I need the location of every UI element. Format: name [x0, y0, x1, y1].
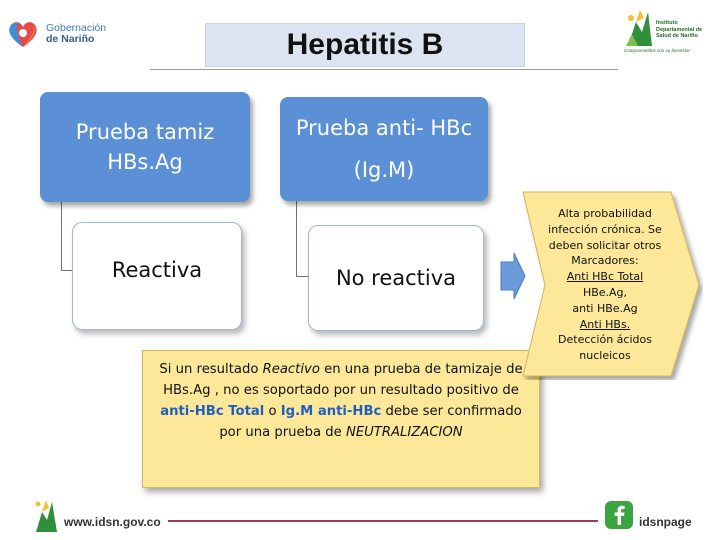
col1-header-box — [40, 92, 250, 202]
col1-result-label: Reactiva — [111, 258, 203, 282]
note-neutralizacion: NEUTRALIZACION — [345, 425, 463, 440]
gobernacion-logo-text — [46, 23, 106, 45]
gobernacion-logo — [6, 14, 116, 54]
note-text-7: debe ser confirmado por una prueba de — [219, 404, 522, 440]
note-text-3: en una prueba de tamizaje de HBs.Ag , no es soportado por un resultado positivo de — [163, 362, 523, 398]
idsn-logo — [622, 8, 712, 66]
footer-social-handle[interactable]: idsnpage — [639, 515, 692, 529]
page-title: Hepatitis B — [286, 28, 444, 61]
title-banner — [205, 23, 525, 67]
col1-header-label: Prueba tamiz HBs.Ag — [75, 120, 215, 174]
facebook-icon[interactable] — [604, 500, 634, 530]
callout-line5: Anti HBs. — [579, 317, 631, 331]
note-text-1: Si un resultado — [159, 362, 263, 377]
footer-website-link[interactable]: www.idsn.gov.co — [64, 515, 161, 529]
footer-idsn-icon — [32, 494, 62, 534]
col2-header-line2: (Ig.M) — [353, 158, 415, 182]
footer-divider — [168, 520, 598, 522]
note-anti-hbc-total: anti-HBc Total — [160, 404, 265, 419]
callout-text — [535, 206, 675, 364]
note-text-5: o — [264, 404, 281, 419]
idsn-logo-motto: Comprometidos con su bienestar — [624, 48, 691, 53]
org-left-line1: Gobernación — [46, 22, 107, 34]
col2-header-box — [280, 97, 488, 201]
note-reactivo: Reactivo — [262, 362, 320, 377]
idsn-logo-text: Instituto Departamental de Salud de Nariño — [656, 20, 703, 39]
col2-header-line1: Prueba anti- HBc — [295, 116, 473, 140]
col2-header-label — [284, 107, 484, 191]
col2-result-label: No reactiva — [335, 266, 457, 290]
note-igm-anti-hbc: Ig.M anti-HBc — [280, 404, 382, 419]
title-divider — [150, 69, 618, 70]
heart-logo-icon — [6, 19, 40, 49]
callout-line1: Alta probabilidad infección crónica. Se deben solicitar otros Marcadores: — [548, 207, 662, 268]
org-left-line2: de Nariño — [46, 33, 95, 45]
callout-line4: anti HBe.Ag — [572, 301, 638, 315]
callout-line2: Anti HBc Total — [566, 270, 644, 284]
col1-result-box — [72, 222, 242, 330]
col2-result-box — [308, 225, 484, 331]
note-box — [142, 350, 540, 488]
callout-line6: Detección ácidos nucleicos — [558, 333, 652, 363]
callout-line3: HBe.Ag, — [582, 285, 628, 299]
idsn-logo-icon — [622, 8, 658, 48]
